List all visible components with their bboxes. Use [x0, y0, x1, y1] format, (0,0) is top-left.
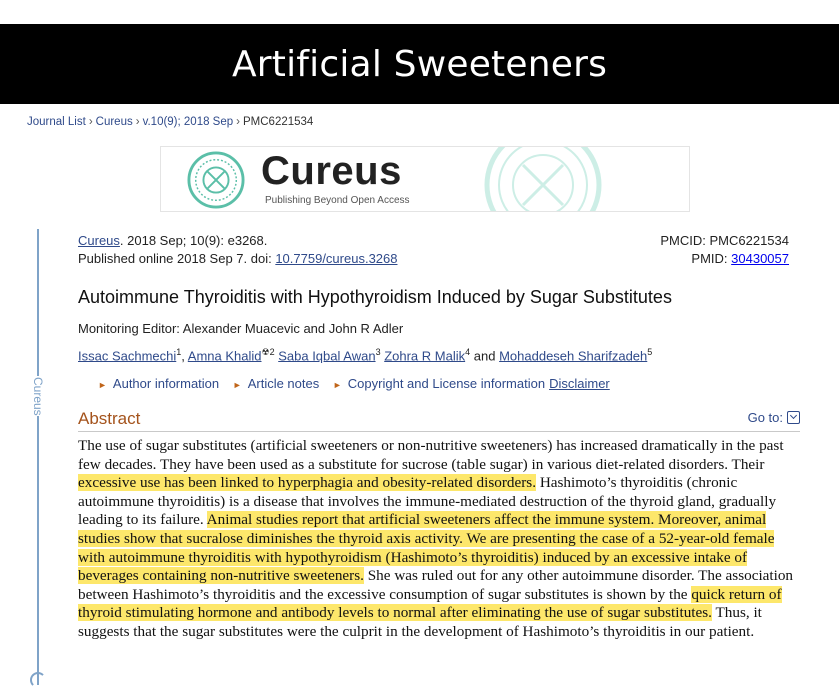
abstract-text-segment: She was ruled out for any other autoimmune disorder. The association between Hashimoto’s thyroiditis and the excessive consumption of sugar substitutes is shown by the: [78, 567, 794, 603]
citation-details: . 2018 Sep; 10(9): e3268.: [119, 233, 268, 248]
expand-triangle-icon: ►: [332, 380, 342, 390]
abstract-text-segment: Thus, it suggests that the sugar substitutes were the culprit in the development of Hashimoto’s thyroiditis in our patient.: [78, 604, 762, 640]
citation-journal-link[interactable]: Cureus: [78, 233, 120, 248]
author-information-toggle[interactable]: [98, 376, 219, 391]
author-link[interactable]: Zohra R Malik: [384, 348, 466, 364]
breadcrumb-issue[interactable]: v.10(9); 2018 Sep: [142, 116, 234, 128]
abstract-text-segment: Hashimoto’s thyroiditis (chronic autoimmune thyroiditis) is a disease that involves the immune-mediated destruction of the thyroid gland, gradually leading to its failure.: [78, 474, 777, 529]
breadcrumb-current: PMC6221534: [243, 116, 314, 128]
expand-triangle-icon: ►: [98, 380, 107, 390]
highlighted-text: quick return of thyroid stimulating hormone and antibody levels to normal after eliminating the use of sugar substitutes.: [78, 585, 782, 622]
abstract-text-segment: The use of sugar substitutes (artificial sweeteners or non-nutritive sweeteners) has increased dramatically in the past few decades. They have been used as a substitute for sucrose (table sugar) in various diet-related disorders. Their: [78, 437, 784, 473]
citation-line: [78, 233, 267, 248]
author-affiliation: 4: [465, 347, 471, 357]
author-link[interactable]: Amna Khalid: [187, 348, 262, 364]
slide-title-bar: [0, 24, 839, 104]
author-affiliation: 1: [176, 347, 182, 357]
author-affiliation: 5: [647, 347, 653, 357]
breadcrumb-separator: ›: [135, 116, 140, 128]
author-affiliation: 3: [375, 347, 381, 357]
author-link[interactable]: Mohaddeseh Sharifzadeh: [499, 348, 648, 364]
breadcrumb-separator: ›: [236, 116, 240, 128]
side-rule-end-icon: [30, 672, 46, 688]
disclaimer-link[interactable]: Disclaimer: [549, 376, 610, 391]
side-rule: [37, 229, 39, 685]
highlighted-text: Animal studies report that artificial sweeteners affect the immune system. Moreover, animal studies show that sucralose diminishes the thyroid axis activity. We are presenting the case of a 52-year-old female with autoimmune thyroiditis with hypothyroidism (Hashimoto’s thyroiditis) induced by an excessive intake of beverages containing non-nutritive sweeteners.: [78, 511, 775, 585]
chevron-down-icon: [787, 411, 800, 424]
journal-banner[interactable]: [160, 146, 690, 212]
article-notes-label: Article notes: [247, 376, 320, 391]
breadcrumb-journal-list[interactable]: Journal List: [27, 116, 86, 128]
author-link[interactable]: Saba Iqbal Awan: [278, 348, 376, 364]
published-text: Published online 2018 Sep 7. doi:: [78, 251, 276, 266]
published-line: [78, 251, 397, 266]
pmid-label: PMID:: [691, 251, 732, 266]
goto-label: Go to:: [747, 410, 783, 425]
slide-title: Artificial Sweeteners: [231, 43, 608, 85]
pmid-link[interactable]: 30430057: [731, 251, 789, 266]
breadcrumb: [27, 116, 313, 128]
expand-triangle-icon: ►: [232, 380, 242, 390]
author-list: Issac Sachmechi$^1$, Amna Khalid$^{☢2}$ Saba Iqbal Awan$^3$ Zohra R Malik$^4$ and Mohaddeseh Sharifzadeh$^5$: [78, 347, 653, 364]
copyright-label: Copyright and License information: [347, 376, 546, 391]
watermark-seal-icon: [483, 146, 603, 212]
author-link[interactable]: Issac Sachmechi: [78, 348, 177, 364]
goto-menu[interactable]: [748, 410, 800, 425]
author-affiliation: ☢2: [261, 347, 275, 357]
authors-and: and: [473, 348, 496, 364]
copyright-toggle[interactable]: [333, 376, 545, 391]
cureus-seal-icon: [187, 151, 245, 209]
abstract-text: [78, 437, 804, 642]
author-information-label: Author information: [112, 376, 220, 391]
cureus-wordmark: Cureus: [261, 149, 402, 193]
doi-link[interactable]: 10.7759/cureus.3268: [275, 251, 398, 266]
abstract-divider: [78, 431, 800, 432]
abstract-heading: Abstract: [78, 409, 141, 428]
cureus-tagline: Publishing Beyond Open Access: [265, 195, 410, 206]
side-journal-label: Cureus: [27, 376, 49, 416]
pmid-line: [691, 251, 789, 266]
pmcid: PMCID: PMC6221534: [660, 233, 789, 248]
article-notes-toggle[interactable]: [233, 376, 319, 391]
monitoring-editor: Monitoring Editor: Alexander Muacevic and John R Adler: [78, 321, 404, 336]
breadcrumb-separator: ›: [88, 116, 93, 128]
highlighted-text: excessive use has been linked to hyperphagia and obesity-related disorders.: [78, 474, 537, 492]
breadcrumb-journal[interactable]: Cureus: [95, 116, 133, 128]
article-info-links: [98, 376, 610, 391]
article-title: Autoimmune Thyroiditis with Hypothyroidism Induced by Sugar Substitutes: [78, 287, 672, 307]
